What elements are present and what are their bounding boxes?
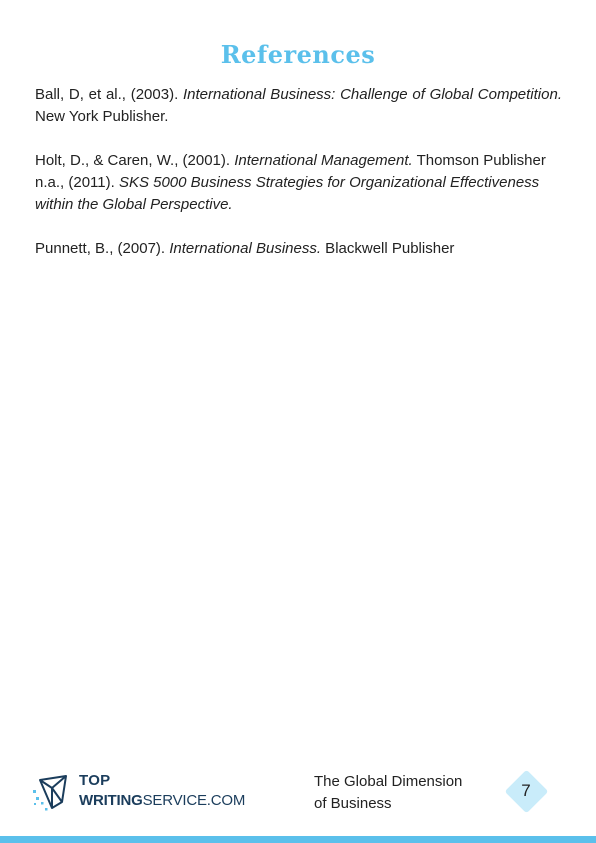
diamond-logo-icon — [32, 772, 72, 812]
footer-title-line: The Global Dimension — [314, 773, 463, 790]
logo-text-top: TOP — [79, 772, 111, 789]
reference-line — [35, 150, 562, 172]
reference-title: International Business. — [169, 240, 322, 257]
reference-title: SKS 5000 Business Strategies for Organizational Effectiveness within the Global Perspective. — [35, 174, 540, 213]
reference-authors: Punnett, B., (2007). — [35, 240, 170, 257]
reference-item — [35, 84, 562, 128]
reference-title: International Management. — [234, 152, 413, 169]
brand-logo — [32, 770, 252, 814]
footer-document-title — [314, 771, 462, 815]
reference-title: International Business: Challenge of Global Competition. — [183, 86, 562, 103]
logo-text-bottom — [79, 792, 245, 809]
reference-authors: n.a., (2011). — [35, 174, 119, 191]
footer-accent-bar — [0, 836, 596, 843]
footer-title-line: of Business — [314, 795, 392, 812]
logo-text-strong: WRITING — [79, 792, 143, 809]
reference-list — [35, 84, 562, 282]
page-number: 7 — [521, 781, 531, 800]
logo-text-light: SERVICE.COM — [142, 792, 246, 809]
page-number-badge — [504, 769, 548, 813]
reference-authors: Holt, D., & Caren, W., (2001). — [35, 152, 235, 169]
page-title: References — [220, 40, 376, 69]
reference-item — [35, 172, 562, 216]
reference-publisher: New York Publisher. — [35, 108, 169, 125]
reference-item — [35, 150, 562, 172]
reference-publisher: Blackwell Publisher — [321, 240, 455, 257]
reference-item — [35, 238, 562, 260]
reference-publisher: Thomson Publisher — [412, 152, 546, 169]
reference-authors: Ball, D, et al., (2003). — [35, 86, 183, 103]
